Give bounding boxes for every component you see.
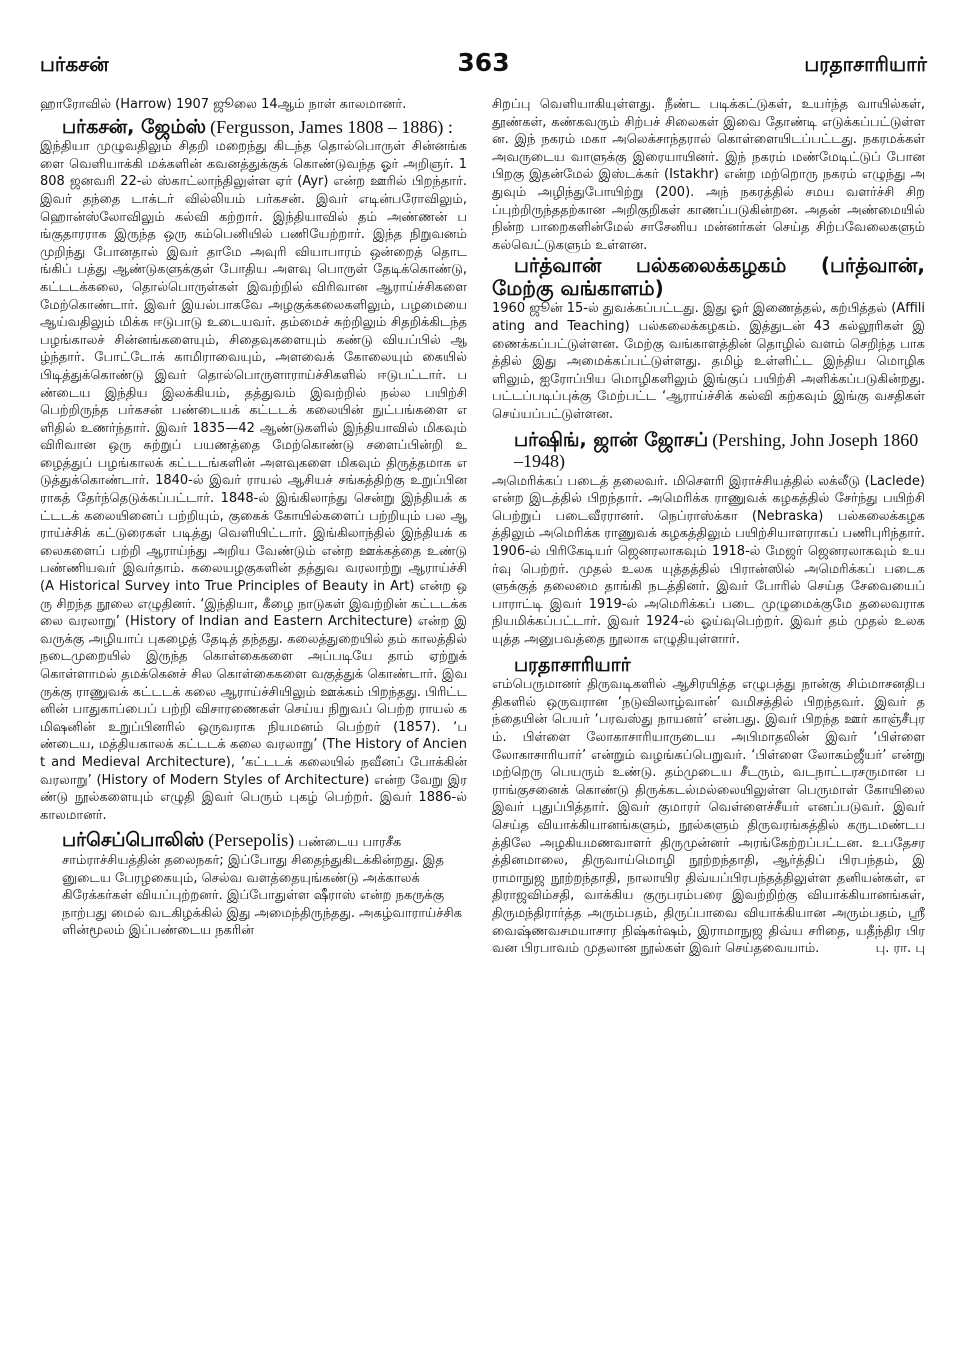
header-right-guide-word: பரதாசாரியார் <box>804 52 927 76</box>
entry-heading <box>40 830 467 940</box>
entry-body: எம்பெருமானர் திருவடிகளில் ஆசிரயித்த எழுபத்து நான்கு சிம்மாசனதிபதிகளில் ஒருவரான ‘நடுவிலாழ்வான்’ வமிசத்தில் பிறந்தவர். இவர் தந்தையின் பெயர் ‘பரவஸ்து நாயனர்’ என்பது. இவர் பிறந்த ஊர் காஞ்சீபுரம். பிள்ளை லோகாசாரியாருடைய அபிமாதலின் இவர் ‘பிள்ளை லோகாசாரியார்’ என்றும் வழங்கப்பெறுவர். ‘பிள்ளை லோகம்ஜீயர்’ என்று மற்றெரு பெயரும் உண்டு. தம்முடைய சீடரும், வடநாட்டரசருமான பராங்குசனைக் கொண்டு திருக்கடல்மல்லையிலுள்ள பெருமாள் கோயிலை இவர் புதுப்பித்தார். இவர் குமாரர் வெள்ளைச்சீயர் எனப்படுவர். இவர் செய்த வியாக்கியானங்களும், நூல்களும் திருவரங்கத்தில் கருடமண்டபத்திலே அழகியமணவாளர் திருமுன்னர் அரங்கேற்றப்பட்டன. உபதேசரத்தினமாலை, திருவாய்மொழி நூற்றந்தாதி, ஆர்த்திப் பிரபந்தம், இராமாநுஜ நூற்றந்தாதி, நாலாயிர திவ்யப்பிரபந்தத்திலுள்ள தனியன்கள், எதிராஜவிம்சதி, வாக்கிய குருபரம்பரை இவற்றிற்கு வியாக்கியானங்கள், திருமந்திரார்த்த அரும்பதம், திருப்பாவை வியாக்கியான அரும்பதம், ஸ்ரீ வைஷ்ணவசமயாசார நிஷ்கர்ஷம், இராமாநுஜ திவ்ய சரிதை, யதீந்திர பிரவன பிரபாவம் முதலான நூல்கள் இவர் செய்தவையாம். <box>492 677 925 957</box>
header-left-guide-word: பர்கசன் <box>40 52 109 76</box>
entry-fergusson <box>40 117 467 825</box>
entry-heading <box>40 117 467 139</box>
entry-body: இந்தியா முழுவதிலும் சிதறி மறைந்து கிடந்த தொல்பொருள் சின்னங்களை வெளியாக்கி மக்களின் கவனத்துக்குக் கொண்டுவந்த ஓர் அறிஞர். 1808 ஜனவரி 22-ல் ஸ்காட்லாந்திலுள்ள ஏர் (Ayr) என்ற ஊரில் பிறந்தார். இவர் தந்தை டாக்டர் வில்லியம் பர்கசன். இவர் எடின்பரோவிலும், ஹொன்ஸ்லோவிலும் கல்வி கற்றார். இந்தியாவில் தம் அண்ணன் பங்குதாரராக இருந்த ஒரு கம்பெனியில் பணியேற்றார். இந்த நிறுவனம் முறிந்து போனதால் இவர் தாமே அவுரி வியாபாரம் ஒன்றைத் தொடங்கிப் பத்து ஆண்டுகளுக்குள் போதிய அளவு பொருள் தேடிக்கொண்டு, கட்டடக்கலை, தொல்பொருள்கள் இவற்றில் விரிவான ஆராய்ச்சிகளை மேற்கொண்டார். இவர் இயல்பாகவே அழகுக்கலைகளிலும், பழமையை ஆய்வதிலும் மிக்க ஈடுபாடு உடையவர். தம்மைச் சுற்றிலும் சிதறிக்கிடந்த பழங்காலச் சின்னங்களையும், சிதைவுகளையும் கண்டு வியப்பில் ஆழ்ந்தார். போட்டோக் காமிராவையும், அளவைக் கோலையும் கையில் பிடித்துக்கொண்டு இவர் தொல்பொருளாராய்ச்சிகளில் ஈடுபட்டார். பண்டைய இந்திய இலக்கியம், தத்துவம் இவற்றில் நல்ல பயிற்சி பெற்றிருந்த பர்கசன் பண்டையக் கட்டடக் கலையின் நுட்பங்களை எளிதில் உணர்ந்தார். இவர் 1835—42 ஆண்டுகளில் இந்தியாவில் மிகவும் விரிவான ஒரு சுற்றுப் பயணத்தை மேற்கொண்டு சளைப்பின்றி உழைத்துப் பழங்காலக் கட்டடங்களின் அளவுகளை மிகவும் திருத்தமாக எடுத்துக்கொண்டார். 1840-ல் இவர் ராயல் ஆசியச் சங்கத்திற்கு உறுப்பினராகத் தேர்ந்தெடுக்கப்பட்டார். 1848-ல் இங்கிலாந்து சென்று இந்தியக் கட்டடக் கலையினைப் பற்றியும், குகைக் கோயில்களைப் பற்றியும் பல ஆராய்ச்சிக் கட்டுரைகள் படித்து வெளியிட்டார். இங்கிலாந்தில் இந்தியக் கலைகளைப் பற்றி ஆராய்ந்து அறிய வேண்டும் என்ற ஊக்கத்தை உண்டு பண்ணியவர் இவர்தாம். கலையழகுகளின் தத்துவ வரலாற்று ஆராய்ச்சி (A Historical Survey into True Principles of Beauty in Art) என்ற ஒரு சிறந்த நூலை எழுதினர். ‘இந்தியா, கீழை நாடுகள் இவற்றின் கட்டடக்கலை வரலாறு’ (History of Indian and Eastern Architecture) என்ற இவருக்கு அழியாப் புகழைத் தேடித் தந்தது. கலைத்துறையில் தம் காலத்தில் நடைமுறையில் இருந்த கொள்கைகளை அப்படியே தாம் ஏற்றுக் கொள்ளாமல் தமக்கெனச் சில கொள்கைகளை வகுத்துக் கொண்டார். இவருக்கு ராணுவக் கட்டடக் கலை ஆராய்ச்சியிலும் ஊக்கம் பிறந்தது. பிரிட்டனின் பாதுகாப்பைப் பற்றி விசாரணைகள் செய்ய நிறுவப் பெற்ற ராயல் கமிஷனின் உறுப்பினரில் ஒருவராக நியமனம் பெற்றர் (1857). ‘பண்டைய, மத்தியகாலக் கட்டடக் கலை வரலாறு’ (The History of Ancient and Medieval Architecture), ‘கட்டடக் கலையில் நவீனப் போக்கின் வரலாறு’ (History of Modern Styles of Architecture) என்ற வேறு இரண்டு நூல்களையும் எழுதி இவர் பெரும் புகழ் பெற்றர். இவர் 1886-ல் காலமானர். <box>40 139 467 823</box>
entry-pershing <box>492 430 925 649</box>
entry-paratacariyar <box>492 655 925 958</box>
entry-persepolis <box>40 830 467 940</box>
running-header <box>0 48 967 84</box>
entry-body: அமெரிக்கப் படைத் தலைவர். மிசௌரி இராச்சியத்தில் லக்லீடு (Laclede) என்ற இடத்தில் பிறந்தார். அமெரிக்க ராணுவக் கழகத்தில் சேர்ந்து பயிற்சி பெற்றுப் படைவீரரானர். நெப்ராஸ்க்கா (Nebraska) பல்கலைக்கழகத்திலும் அமெரிக்க ராணுவக் கழகத்திலும் பயிற்சியாளராகப் பணிபுரிந்தார். 1906-ல் பிரிகேடியர் ஜெனரலாகவும் 1918-ல் மேஜர் ஜெனரலாகவும் உயர்வு பெற்றர். முதல் உலக யுத்தத்தில் பிரான்ஸில் அமெரிக்கப் படைகளுக்குத் தலைமை தாங்கி நடத்தினர். இவர் போரில் செய்த சேவையைப் பாராட்டி இவர் 1919-ல் அமெரிக்கப் படை முழுமைக்குமே தலைவராக நியமிக்கப்பட்டார். இவர் 1924-ல் ஓய்வுபெற்றர். இவர் தம் முதல் உலகயுத்த அனுபவத்தை நூலாக எழுதியுள்ளார். <box>492 473 925 648</box>
entry-body: பண்டைய பாரசீக சாம்ராச்சியத்தின் தலைநகர்; இப்போது சிதைந்துகிடக்கின்றது. இதனுடைய பேரழகையும், செல்வ வளத்தையுங்கண்டு அக்காலக் கிரேக்கர்கள் வியப்புற்றனர். இப்போதுள்ள ஷீராஸ் என்ற நகருக்கு நாற்பது மைல் வடகிழக்கில் இது அமைந்திருந்தது. அகழ்வாராய்ச்சிகளின்மூலம் இப்பண்டைய நகரின் <box>62 835 462 939</box>
entry-headword: பர்த்வான் பல்கலைக்கழகம் (பர்த்வான், மேற்கு வங்காளம்) <box>492 253 925 301</box>
entry-headword: பரதாசாரியார் <box>514 653 631 676</box>
entry-latin-name: (Fergusson, James 1808 – 1886) : <box>210 116 453 137</box>
entry-headword: பர்கசன், ஜேம்ஸ் <box>62 115 207 138</box>
entry-headword: பர்ஷிங், ஜான் ஜோசப் <box>514 428 709 451</box>
left-column <box>40 96 467 1343</box>
continued-text: சிறப்பு வெளியாகியுள்ளது. நீண்ட படிக்கட்டுகள், உயர்ந்த வாயில்கள், தூண்கள், கண்கவரும் சிற்பச் சிலைகள் இவை தோண்டி எடுக்கப்பட்டுள்ளன. இந் நகரம் மகா அலெக்சாந்தரால் கொள்ளையிடப்பட்டது. நகரமக்கள் அவருடைய வாளுக்கு இரையாயினர். இந் நகரம் மண்மேடிட்டுப் போன பிறகு இதன்மேல் இஸ்டக்கர் (Istakhr) என்ற மற்றொரு நகரம் எழுந்து அதுவும் அழிந்துபோயிற்று (200). அந் நகரத்தில் சமய வளர்ச்சி சிறப்புற்றிருந்ததற்கான அறிகுறிகள் காணப்படுகின்றன. அதன் அண்மையில் நின்ற பாறைகளின்மேல் சாசேனிய மன்னர்கள் செய்த சிற்பவேலைகளும் கல்வெட்டுகளும் உள்ளன. <box>492 97 925 253</box>
entry-latin-name: (Persepolis) <box>208 830 295 851</box>
entry-heading <box>492 655 925 677</box>
author-signature: பு. ரா. பு <box>875 941 925 957</box>
entry-burdwan-university <box>492 254 925 423</box>
entry-body: 1960 ஜூன் 15-ல் துவக்கப்பட்டது. இது ஓர் இணைத்தல், கற்பித்தல் (Affiliating and Teaching) பல்கலைக்கழகம். இத்துடன் 43 கல்லூரிகள் இணைக்கப்பட்டுள்ளன. மேற்கு வங்காளத்தின் தொழில் வளம் செறிந்த பாகத்தில் இது அமைக்கப்பட்டுள்ளது. தமிழ் உள்ளிட்ட இந்திய மொழிகளிலும், ஐரோப்பிய மொழிகளிலும் இங்குப் பயிற்சி அளிக்கப்படுகின்றது. பட்டப்படிப்புக்கு மேற்பட்ட ‘ஆராய்ச்சிக் கல்வி கற்கவும் இங்கு வசதிகள் செய்யப்பட்டுள்ளன. <box>492 301 925 422</box>
continued-text: ஹாரோவில் (Harrow) 1907 ஜூலை 14ஆம் நாள் காலமானர். <box>40 97 407 112</box>
entry-heading <box>492 430 925 473</box>
entry-headword: பர்செப்பொலிஸ் <box>62 829 205 852</box>
right-column <box>492 96 925 1343</box>
page-number: 363 <box>457 48 510 77</box>
entry-latin-name: (Pershing, John Joseph 1860–1948) <box>514 429 919 472</box>
